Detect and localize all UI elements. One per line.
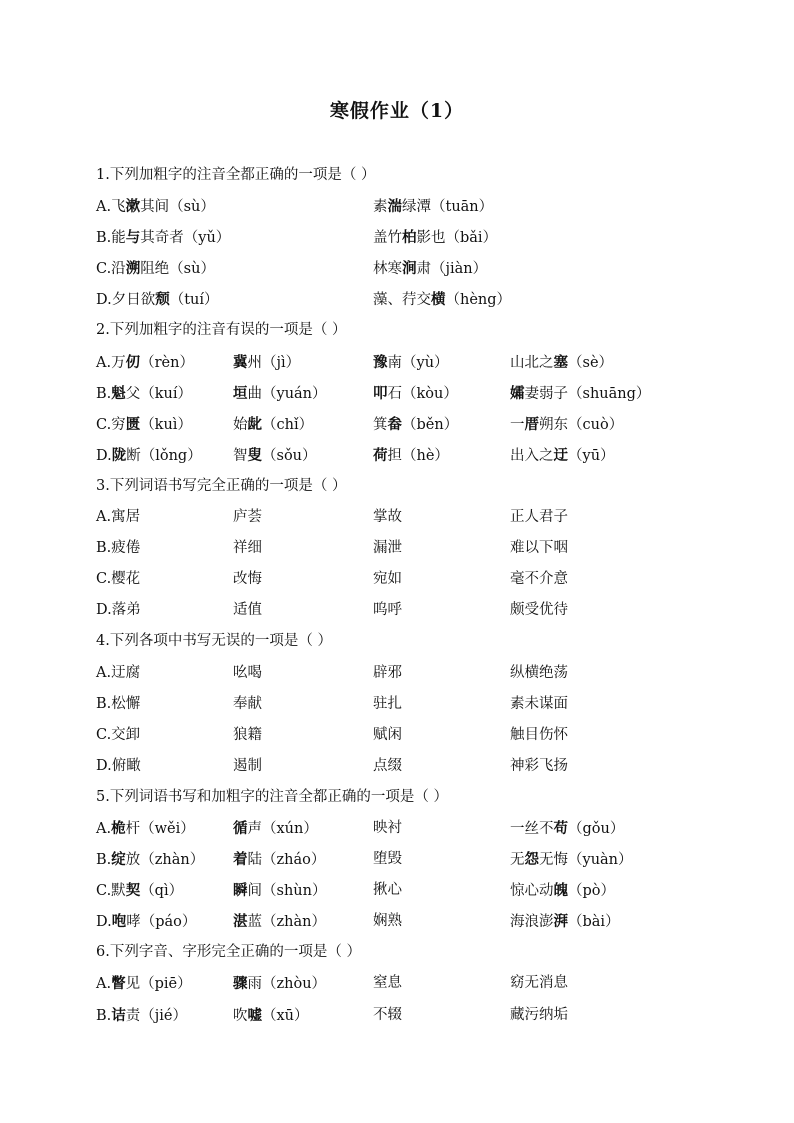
option-cell [96, 564, 140, 595]
option-text: 影也（bǎi） [416, 230, 498, 247]
option-cell [96, 253, 215, 285]
option-cell [510, 689, 568, 720]
answer-option [96, 658, 736, 689]
answer-option [96, 502, 736, 533]
answer-option [96, 595, 736, 626]
option-cell [96, 720, 140, 751]
option-text: C.樱花 [96, 571, 141, 588]
option-text: B.能 [96, 230, 126, 247]
option-text: 哮（páo） [126, 914, 197, 931]
option-text: 蓝（zhàn） [247, 914, 326, 931]
bold-char: 仞 [125, 353, 141, 371]
option-cell [96, 751, 141, 782]
option-text: 无悔（yuàn） [539, 852, 633, 869]
option-text: （bài） [568, 914, 620, 931]
bold-char: 龀 [247, 415, 262, 433]
option-text: 放（zhàn） [125, 852, 205, 869]
bold-char: 垣 [233, 384, 248, 402]
option-text: 堕毁 [373, 851, 402, 868]
option-cell [96, 1000, 187, 1032]
answer-option [96, 253, 736, 284]
answer-option [96, 968, 736, 999]
option-text: 担（hè） [387, 447, 449, 464]
option-text: （xū） [262, 1007, 309, 1024]
bold-char: 湍 [387, 198, 402, 216]
bold-char: 着 [233, 851, 248, 869]
option-text: 责（jié） [125, 1007, 187, 1024]
option-text: 娴熟 [373, 913, 402, 930]
option-text: 颇受优待 [510, 602, 568, 619]
option-cell [233, 595, 262, 626]
bold-char: 漱 [125, 198, 141, 216]
option-cell [96, 284, 219, 316]
option-text: 绿潭（tuān） [402, 199, 494, 216]
option-text: 毫不介意 [510, 571, 568, 588]
option-cell [510, 844, 633, 876]
question-stem: 6.下列字音、字形完全正确的一项是（ ） [96, 944, 361, 961]
option-text: D.俯瞰 [96, 757, 141, 774]
option-cell [510, 347, 613, 379]
option-text: 海浪澎 [510, 914, 554, 931]
option-cell [96, 813, 195, 845]
option-text: 盖竹 [373, 230, 402, 247]
answer-option [96, 440, 736, 471]
option-text: （pò） [568, 883, 616, 900]
option-cell [373, 378, 458, 410]
option-text: （chǐ） [262, 416, 314, 433]
option-text: 一丝不 [510, 820, 554, 837]
option-text: C.交卸 [96, 726, 141, 743]
bold-char: 涧 [402, 260, 417, 278]
option-cell [373, 1000, 402, 1031]
option-cell [233, 906, 326, 938]
option-text: 朔东（cuò） [539, 416, 624, 433]
answer-option [96, 533, 736, 564]
option-cell [96, 222, 230, 254]
option-text: D. [96, 447, 112, 464]
option-text: 点缀 [373, 757, 402, 774]
option-text: 一 [510, 416, 525, 433]
bold-char: 桅 [111, 819, 126, 837]
option-text: A.寓居 [96, 509, 141, 526]
option-text: （hèng） [445, 292, 512, 309]
option-cell [96, 875, 183, 907]
bold-char: 绽 [111, 851, 126, 869]
option-cell [233, 751, 262, 782]
option-cell [233, 875, 326, 907]
option-text: B. [96, 385, 112, 402]
option-cell [233, 1000, 309, 1032]
option-text: 其奇者（yǔ） [140, 230, 231, 247]
bold-char: 瞬 [233, 882, 248, 900]
answer-option [96, 222, 736, 253]
answer-option [96, 689, 736, 720]
option-cell [96, 378, 192, 410]
option-cell [233, 968, 326, 1000]
option-text: 素 [373, 199, 388, 216]
option-text: （qì） [140, 883, 184, 900]
bold-char: 嘘 [247, 1006, 262, 1024]
option-cell [233, 347, 300, 379]
option-cell [233, 658, 262, 689]
option-text: D. [96, 914, 112, 931]
bold-char: 循 [233, 819, 248, 837]
option-cell [510, 1000, 568, 1031]
option-text: 惊心动 [510, 883, 554, 900]
option-cell [233, 502, 262, 533]
option-cell [96, 689, 140, 720]
option-text: 林寒 [373, 261, 402, 278]
bold-char: 怨 [524, 851, 539, 869]
option-text: 狼籍 [233, 726, 262, 743]
option-text: 呜呼 [373, 602, 402, 619]
option-cell [96, 502, 140, 533]
option-text: 雨（zhòu） [247, 976, 327, 993]
option-text: 祥细 [233, 540, 262, 557]
option-cell [373, 533, 402, 564]
bold-char: 柏 [402, 229, 417, 247]
option-text: A.万 [96, 354, 126, 371]
option-text: A. [96, 976, 112, 993]
option-cell [510, 502, 568, 533]
option-text: 间（shùn） [247, 883, 327, 900]
option-cell [96, 347, 194, 379]
option-text: 辟邪 [373, 664, 402, 681]
option-text: 适值 [233, 602, 262, 619]
option-text: 箕 [373, 416, 388, 433]
option-text: 曲（yuán） [247, 385, 327, 402]
option-cell [373, 440, 449, 472]
answer-option [96, 1000, 736, 1031]
option-cell [373, 720, 402, 751]
option-text: A. [96, 820, 112, 837]
bold-char: 湃 [553, 913, 568, 931]
bold-char: 苟 [553, 819, 568, 837]
option-cell [373, 844, 402, 875]
option-text: （tuí） [169, 292, 219, 309]
option-text: C.沿 [96, 261, 126, 278]
bold-char: 与 [125, 229, 141, 247]
option-text: 藏污纳垢 [510, 1006, 568, 1023]
option-text: 吆喝 [233, 664, 262, 681]
bold-char: 诘 [111, 1006, 126, 1024]
page-title: 寒假作业（1） [329, 100, 465, 122]
bold-char: 荷 [373, 446, 388, 464]
option-cell [373, 595, 402, 626]
bold-char: 横 [431, 291, 446, 309]
question-stem: 1.下列加粗字的注音全都正确的一项是（ ） [96, 167, 376, 183]
option-cell [373, 222, 497, 254]
bold-char: 瞥 [111, 975, 126, 993]
option-cell [510, 751, 568, 782]
option-text: B. [96, 852, 112, 869]
option-text: C.穷 [96, 416, 126, 433]
option-cell [96, 968, 192, 1000]
option-cell [510, 968, 568, 999]
option-cell [510, 595, 568, 626]
option-text: D.夕日欲 [96, 292, 156, 309]
question-stem: 5.下列词语书写和加粗字的注音全都正确的一项是（ ） [96, 788, 448, 805]
option-text: 声（xún） [247, 820, 318, 837]
question-stem: 3.下列词语书写完全正确的一项是（ ） [96, 477, 347, 494]
option-text: 阻绝（sù） [140, 261, 215, 278]
option-text: 肃（jiàn） [416, 261, 488, 278]
option-cell [510, 409, 623, 441]
option-text: （yū） [568, 447, 615, 464]
question-stem: 4.下列各项中书写无误的一项是（ ） [96, 633, 332, 650]
option-cell [373, 875, 402, 906]
option-text: 神彩飞扬 [510, 757, 568, 774]
option-text: 揪心 [373, 882, 402, 899]
option-cell [510, 378, 650, 410]
option-cell [233, 844, 325, 876]
answer-option [96, 409, 736, 440]
option-cell [510, 533, 568, 564]
option-cell [233, 689, 262, 720]
option-cell [233, 378, 327, 410]
option-text: 妻弱子（shuāng） [524, 385, 651, 402]
option-cell [373, 284, 511, 316]
bold-char: 迂 [553, 446, 568, 464]
option-cell [96, 409, 192, 441]
option-cell [233, 409, 313, 441]
option-text: （gǒu） [568, 820, 625, 837]
option-text: 触目伤怀 [510, 726, 568, 743]
option-text: 其间（sù） [140, 199, 215, 216]
option-cell [96, 440, 202, 472]
option-text: 州（jì） [247, 354, 301, 371]
option-text: （rèn） [140, 354, 194, 371]
bold-char: 畚 [387, 415, 402, 433]
option-cell [373, 502, 402, 533]
option-cell [373, 751, 402, 782]
option-text: C.默 [96, 883, 126, 900]
answer-option [96, 906, 736, 937]
option-cell [510, 906, 620, 938]
option-text: 无 [510, 852, 525, 869]
option-text: 奉献 [233, 695, 262, 712]
bold-char: 颓 [155, 291, 170, 309]
option-text: 宛如 [373, 571, 402, 588]
option-text: 难以下咽 [510, 540, 568, 557]
option-cell [373, 968, 402, 999]
bold-char: 魄 [553, 882, 568, 900]
bold-char: 骤 [233, 975, 248, 993]
option-text: 陆（zháo） [247, 852, 326, 869]
option-text: （běn） [402, 416, 459, 433]
option-text: 庐荟 [233, 509, 262, 526]
option-text: （kuì） [140, 416, 192, 433]
answer-option [96, 720, 736, 751]
bold-char: 塞 [553, 353, 568, 371]
question-list [96, 160, 736, 1031]
answer-option [96, 844, 736, 875]
option-text: 始 [233, 416, 248, 433]
option-cell [233, 720, 262, 751]
option-text: 不辍 [373, 1006, 402, 1023]
answer-option [96, 191, 736, 222]
option-text: 素未谋面 [510, 695, 568, 712]
option-text: 映衬 [373, 819, 402, 836]
option-cell [373, 253, 487, 285]
option-text: 漏泄 [373, 540, 402, 557]
option-cell [510, 440, 615, 472]
option-cell [373, 658, 402, 689]
option-cell [373, 813, 402, 844]
option-text: 出入之 [510, 447, 554, 464]
option-cell [510, 720, 568, 751]
option-cell [510, 813, 624, 845]
option-cell [373, 564, 402, 595]
option-cell [96, 658, 140, 689]
option-text: B.松懈 [96, 695, 141, 712]
option-cell [96, 906, 196, 938]
bold-char: 匮 [125, 415, 141, 433]
option-cell [96, 844, 204, 876]
option-text: 山北之 [510, 354, 554, 371]
option-text: 父（kuí） [125, 385, 193, 402]
option-text: 掌故 [373, 509, 402, 526]
option-text: 杆（wěi） [125, 820, 195, 837]
option-cell [373, 347, 449, 379]
option-cell [373, 906, 402, 937]
option-text: （sǒu） [262, 447, 317, 464]
bold-char: 叩 [373, 384, 388, 402]
bold-char: 叟 [247, 446, 262, 464]
option-text: 窈无消息 [510, 975, 568, 992]
answer-option [96, 564, 736, 595]
answer-option [96, 875, 736, 906]
option-text: 南（yù） [387, 354, 449, 371]
option-text: 正人君子 [510, 509, 568, 526]
option-text: 窒息 [373, 975, 402, 992]
option-text: D.落弟 [96, 602, 141, 619]
option-text: 驻扎 [373, 695, 402, 712]
option-text: A.飞 [96, 199, 126, 216]
option-cell [233, 813, 318, 845]
option-cell [96, 595, 141, 626]
option-cell [96, 533, 140, 564]
option-text: 赋闲 [373, 726, 402, 743]
option-cell [96, 191, 215, 223]
option-cell [373, 409, 458, 441]
bold-char: 厝 [524, 415, 539, 433]
option-cell [510, 658, 568, 689]
answer-option [96, 347, 736, 378]
option-text: 纵横绝荡 [510, 664, 568, 681]
option-cell [373, 191, 493, 223]
answer-option [96, 751, 736, 782]
bold-char: 咆 [111, 913, 127, 931]
bold-char: 豫 [373, 353, 388, 371]
option-cell [373, 689, 402, 720]
option-cell [233, 440, 317, 472]
option-text: 石（kòu） [387, 385, 458, 402]
answer-option [96, 378, 736, 409]
question-stem: 2.下列加粗字的注音有误的一项是（ ） [96, 322, 347, 339]
option-text: 见（piē） [125, 976, 192, 993]
option-cell [233, 564, 262, 595]
option-text: （sè） [568, 354, 614, 371]
answer-option [96, 813, 736, 844]
bold-char: 溯 [125, 260, 141, 278]
option-text: 改悔 [233, 571, 262, 588]
option-cell [233, 533, 262, 564]
option-text: B.疲倦 [96, 540, 141, 557]
option-cell [510, 564, 568, 595]
option-text: 断（lǒng） [126, 447, 202, 464]
bold-char: 冀 [233, 353, 248, 371]
option-text: 智 [233, 447, 248, 464]
answer-option [96, 284, 736, 315]
option-text: 藻、荇交 [373, 292, 431, 309]
option-text: 遏制 [233, 757, 262, 774]
option-text: 吹 [233, 1007, 248, 1024]
option-text: A.迂腐 [96, 664, 141, 681]
bold-char: 陇 [111, 446, 127, 464]
bold-char: 魁 [111, 384, 126, 402]
bold-char: 契 [125, 882, 141, 900]
bold-char: 孀 [510, 384, 525, 402]
bold-char: 湛 [233, 913, 248, 931]
option-cell [510, 875, 615, 907]
option-text: B. [96, 1007, 112, 1024]
